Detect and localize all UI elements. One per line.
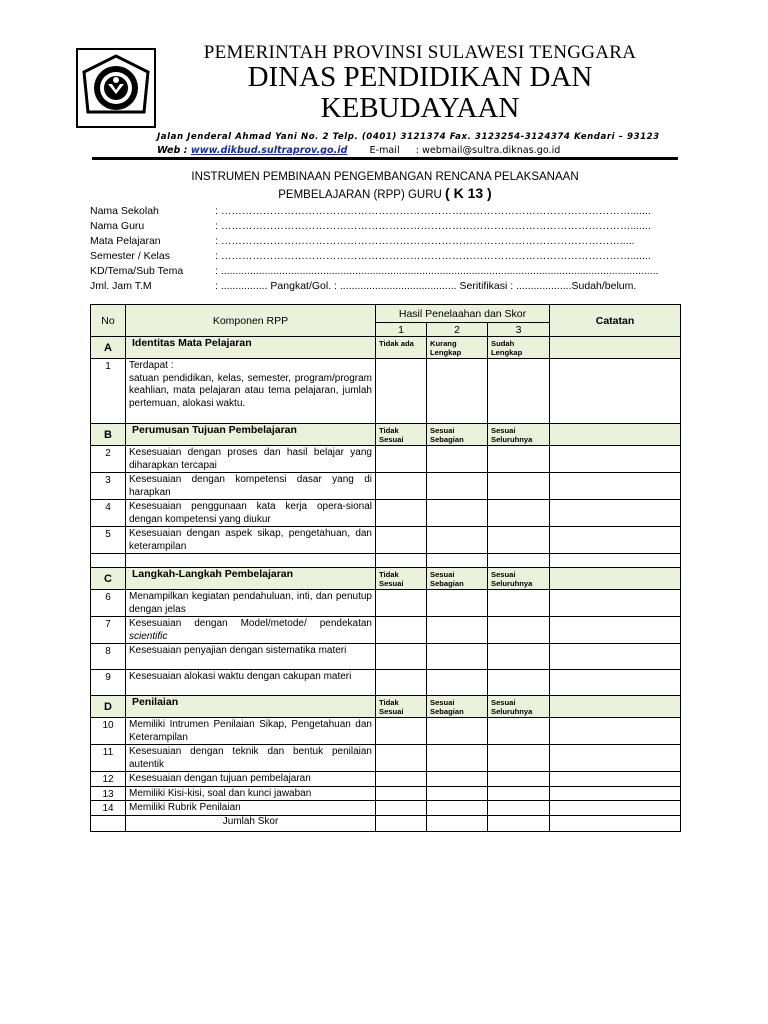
table-row: [91, 786, 681, 801]
notes-cell[interactable]: [550, 337, 681, 359]
section-code: A: [91, 337, 126, 359]
field-nama-guru: [90, 219, 670, 234]
scale-label-2: Sesuai Sebagian: [427, 696, 488, 718]
table-row: [91, 670, 681, 696]
document-title-line2: [90, 185, 680, 201]
item-number: 11: [91, 745, 126, 772]
scale-label-1: Tidak Sesuai: [376, 696, 427, 718]
item-text: Kesesuaian penggunaan kata kerja opera-sional dengan kompetensi yang diukur: [126, 500, 376, 527]
section-code: C: [91, 568, 126, 590]
score-cell[interactable]: [488, 617, 550, 644]
total-row: [91, 815, 681, 831]
notes-cell[interactable]: [550, 786, 681, 801]
score-cell[interactable]: [488, 718, 550, 745]
item-text-italic: scientific: [129, 630, 168, 642]
total-score-cell[interactable]: [427, 815, 488, 831]
score-cell[interactable]: [376, 527, 427, 554]
notes-cell[interactable]: [550, 473, 681, 500]
notes-cell[interactable]: [550, 359, 681, 424]
document-title-k13: ( K 13 ): [445, 185, 492, 201]
table-header-row: [91, 305, 681, 323]
field-value[interactable]: : ……………………………………………………………………………………………………….......: [215, 249, 651, 262]
table-row: [91, 745, 681, 772]
item-text: Memiliki Intrumen Penilaian Sikap, Pengetahuan dan Keterampilan: [126, 718, 376, 745]
field-value[interactable]: : ……………………………………………………………………………………………………….......: [215, 205, 651, 217]
item-text-main: Kesesuaian dengan Model/metode/ pendekatan: [129, 618, 372, 629]
total-label: Jumlah Skor: [126, 815, 376, 831]
item-number: 6: [91, 590, 126, 617]
score-col-3: 3: [488, 323, 550, 337]
table-row: [91, 801, 681, 816]
item-number: 2: [91, 446, 126, 473]
score-cell[interactable]: [427, 446, 488, 473]
section-title: Penilaian: [126, 696, 376, 718]
field-label: Nama Guru: [90, 219, 145, 232]
blank-row: [91, 554, 681, 568]
agency-name-line2: KEBUDAYAAN: [320, 92, 520, 124]
scale-label-1: Tidak Sesuai: [376, 568, 427, 590]
section-code: B: [91, 424, 126, 446]
empty-cell: [427, 554, 488, 568]
item-number: 1: [91, 359, 126, 424]
field-label: KD/Tema/Sub Tema: [90, 264, 184, 277]
item-number: 9: [91, 670, 126, 696]
field-kd-tema: [90, 264, 670, 279]
score-cell[interactable]: [376, 359, 427, 424]
score-col-2: 2: [427, 323, 488, 337]
score-cell[interactable]: [376, 446, 427, 473]
government-logo: [76, 48, 156, 128]
score-cell[interactable]: [376, 745, 427, 772]
score-cell[interactable]: [488, 500, 550, 527]
score-cell[interactable]: [376, 670, 427, 696]
empty-cell: [91, 554, 126, 568]
field-nama-sekolah: [90, 204, 670, 219]
item-number: 10: [91, 718, 126, 745]
scale-label-2: Kurang Lengkap: [427, 337, 488, 359]
table-row: [91, 617, 681, 644]
score-cell[interactable]: [376, 772, 427, 787]
empty-cell: [376, 554, 427, 568]
item-text: [126, 617, 376, 644]
col-header-catatan: Catatan: [550, 305, 681, 337]
table-row: [91, 446, 681, 473]
score-cell[interactable]: [427, 670, 488, 696]
section-title: Identitas Mata Pelajaran: [126, 337, 376, 359]
notes-cell[interactable]: [550, 745, 681, 772]
empty-cell: [488, 554, 550, 568]
field-semester-kelas: [90, 249, 670, 264]
letterhead-divider: [92, 157, 678, 160]
item-number: 7: [91, 617, 126, 644]
scale-label-3: Sudah Lengkap: [488, 337, 550, 359]
field-label: Nama Sekolah: [90, 205, 159, 217]
item-text: Memiliki Kisi-kisi, soal dan kunci jawaban: [126, 786, 376, 801]
section-code: D: [91, 696, 126, 718]
notes-cell[interactable]: [550, 424, 681, 446]
score-cell[interactable]: [488, 786, 550, 801]
section-row-a: [91, 337, 681, 359]
score-cell[interactable]: [427, 801, 488, 816]
score-cell[interactable]: [427, 527, 488, 554]
item-text: Kesesuaian dengan tujuan pembelajaran: [126, 772, 376, 787]
item-text: [126, 359, 376, 424]
score-cell[interactable]: [376, 617, 427, 644]
score-cell[interactable]: [427, 359, 488, 424]
notes-cell[interactable]: [550, 815, 681, 831]
section-row-b: [91, 424, 681, 446]
score-cell[interactable]: [488, 801, 550, 816]
identity-fields: [90, 204, 670, 293]
section-title: Perumusan Tujuan Pembelajaran: [126, 424, 376, 446]
score-col-1: 1: [376, 323, 427, 337]
section-row-d: [91, 696, 681, 718]
scale-label-3: Sesuai Seluruhnya: [488, 568, 550, 590]
item-text: Kesesuaian dengan kompetensi dasar yang di harapkan: [126, 473, 376, 500]
score-cell[interactable]: [427, 772, 488, 787]
field-value[interactable]: : ......................................................................................................................................................: [215, 264, 659, 277]
scale-label-3: Sesuai Seluruhnya: [488, 696, 550, 718]
field-value[interactable]: : …………………………………………………………………………………………………….....: [215, 234, 635, 247]
notes-cell[interactable]: [550, 590, 681, 617]
scale-label-3: Sesuai Seluruhnya: [488, 424, 550, 446]
item-number: 3: [91, 473, 126, 500]
score-cell[interactable]: [488, 745, 550, 772]
item-text-intro: Terdapat :: [129, 360, 174, 371]
table-row: [91, 590, 681, 617]
email-value: : webmail@sultra.diknas.go.id: [415, 145, 561, 156]
table-row: [91, 772, 681, 787]
item-text-detail: satuan pendidikan, kelas, semester, program/program keahlian, mata pelajaran atau tema pelajaran, jumlah pertemuan, alokasi waktu.: [129, 372, 372, 409]
empty-cell: [91, 815, 126, 831]
field-jml-jam: [90, 279, 670, 294]
table-row: [91, 500, 681, 527]
total-score-cell[interactable]: [376, 815, 427, 831]
email-label: E-mail: [369, 145, 400, 156]
score-cell[interactable]: [427, 745, 488, 772]
item-number: 8: [91, 644, 126, 670]
field-label: Semester / Kelas: [90, 249, 170, 262]
item-number: 13: [91, 786, 126, 801]
item-text: Memiliki Rubrik Penilaian: [126, 801, 376, 816]
scale-label-1: Tidak ada: [376, 337, 427, 359]
notes-cell[interactable]: [550, 617, 681, 644]
empty-cell: [126, 554, 376, 568]
item-text: Kesesuaian penyajian dengan sistematika materi: [126, 644, 376, 670]
score-cell[interactable]: [427, 590, 488, 617]
item-text: Kesesuaian dengan aspek sikap, pengetahuan, dan keterampilan: [126, 527, 376, 554]
field-value[interactable]: : ................ Pangkat/Gol. : ........................................ Seritifikasi : ...................Sudah/belum.: [215, 279, 637, 292]
score-cell[interactable]: [488, 772, 550, 787]
item-number: 14: [91, 801, 126, 816]
field-label: Mata Pelajaran: [90, 234, 161, 247]
score-cell[interactable]: [376, 500, 427, 527]
notes-cell[interactable]: [550, 500, 681, 527]
document-title-line1: INSTRUMEN PEMBINAAN PENGEMBANGAN RENCANA PELAKSANAAN: [191, 171, 579, 183]
item-text: Menampilkan kegiatan pendahuluan, inti, dan penutup dengan jelas: [126, 590, 376, 617]
notes-cell[interactable]: [550, 527, 681, 554]
item-number: 5: [91, 527, 126, 554]
score-cell[interactable]: [427, 617, 488, 644]
score-cell[interactable]: [427, 500, 488, 527]
section-title: Langkah-Langkah Pembelajaran: [126, 568, 376, 590]
score-cell[interactable]: [376, 590, 427, 617]
field-label: Jml. Jam T.M: [90, 279, 152, 292]
score-cell[interactable]: [488, 527, 550, 554]
contact-line: [157, 145, 677, 156]
notes-cell[interactable]: [550, 696, 681, 718]
table-row: [91, 644, 681, 670]
score-cell[interactable]: [427, 473, 488, 500]
agency-name: [160, 62, 680, 124]
item-text: Kesesuaian alokasi waktu dengan cakupan materi: [126, 670, 376, 696]
score-cell[interactable]: [427, 718, 488, 745]
address-line: Jalan Jenderal Ahmad Yani No. 2 Telp. (0401) 3121374 Fax. 3123254-3124374 Kendari – 93123: [157, 132, 660, 142]
scale-label-1: Tidak Sesuai: [376, 424, 427, 446]
field-value[interactable]: : ……………………………………………………………………………………………………….......: [215, 219, 651, 232]
item-text: Kesesuaian dengan proses dan hasil belajar yang diharapkan tercapai: [126, 446, 376, 473]
empty-cell: [550, 554, 681, 568]
notes-cell[interactable]: [550, 801, 681, 816]
document-title-rpp: PEMBELAJARAN (RPP) GURU: [278, 189, 442, 201]
score-cell[interactable]: [376, 718, 427, 745]
score-cell[interactable]: [488, 590, 550, 617]
assessment-table: [90, 304, 681, 832]
score-cell[interactable]: [488, 359, 550, 424]
notes-cell[interactable]: [550, 644, 681, 670]
web-label: Web :: [157, 145, 191, 156]
agency-name-line1: DINAS PENDIDIKAN DAN: [247, 61, 593, 93]
score-cell[interactable]: [488, 473, 550, 500]
score-cell[interactable]: [488, 644, 550, 670]
table-row: [91, 527, 681, 554]
col-header-hasil: Hasil Penelaahan dan Skor: [376, 305, 550, 323]
col-header-komponen: Komponen RPP: [126, 305, 376, 337]
score-cell[interactable]: [376, 786, 427, 801]
col-header-no: No: [91, 305, 126, 337]
item-number: 4: [91, 500, 126, 527]
notes-cell[interactable]: [550, 772, 681, 787]
item-number: 12: [91, 772, 126, 787]
website-link[interactable]: www.dikbud.sultraprov.go.id: [190, 145, 348, 156]
notes-cell[interactable]: [550, 446, 681, 473]
notes-cell[interactable]: [550, 670, 681, 696]
scale-label-2: Sesuai Sebagian: [427, 424, 488, 446]
score-cell[interactable]: [488, 670, 550, 696]
total-score-cell[interactable]: [488, 815, 550, 831]
notes-cell[interactable]: [550, 568, 681, 590]
field-mata-pelajaran: [90, 234, 670, 249]
score-cell[interactable]: [427, 644, 488, 670]
score-cell[interactable]: [488, 446, 550, 473]
government-name: PEMERINTAH PROVINSI SULAWESI TENGGARA: [203, 42, 637, 63]
table-row: [91, 359, 681, 424]
section-row-c: [91, 568, 681, 590]
scale-label-2: Sesuai Sebagian: [427, 568, 488, 590]
score-cell[interactable]: [376, 801, 427, 816]
notes-cell[interactable]: [550, 718, 681, 745]
item-text: Kesesuaian dengan teknik dan bentuk penilaian autentik: [126, 745, 376, 772]
score-cell[interactable]: [376, 473, 427, 500]
score-cell[interactable]: [376, 644, 427, 670]
table-row: [91, 473, 681, 500]
table-row: [91, 718, 681, 745]
score-cell[interactable]: [427, 786, 488, 801]
